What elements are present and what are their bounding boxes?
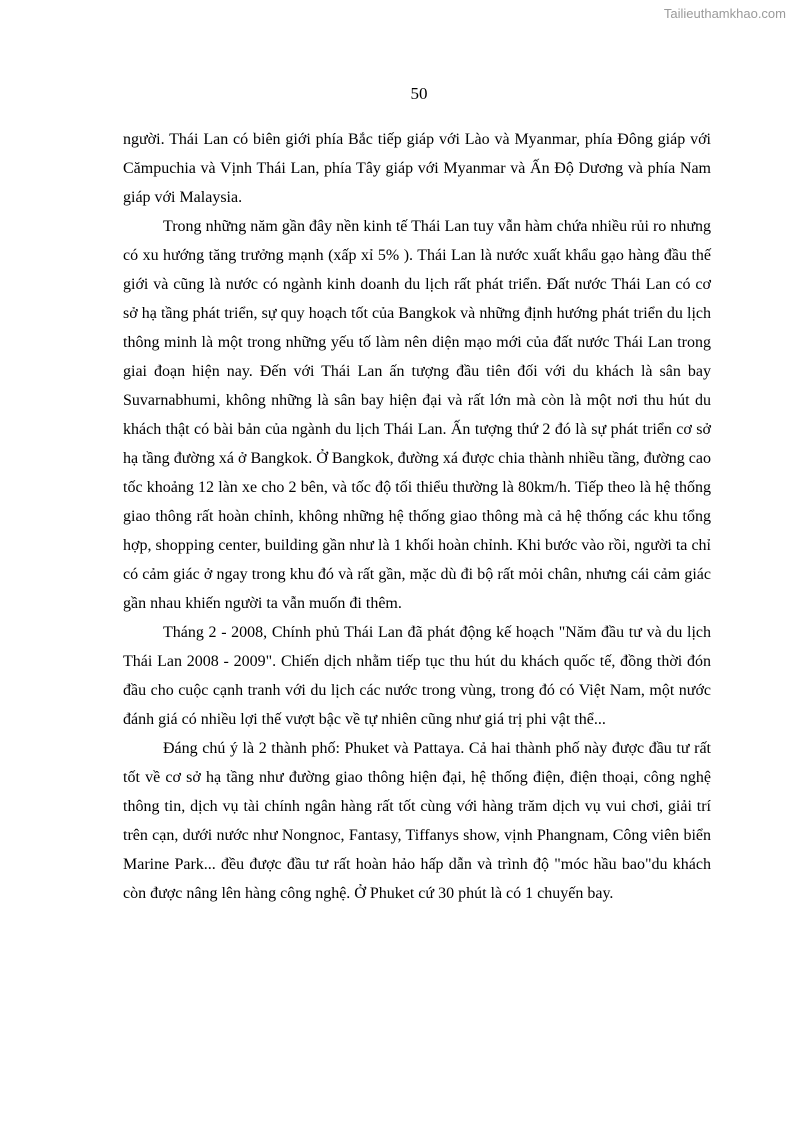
watermark: Tailieuthamkhao.com — [663, 6, 786, 21]
paragraph-1: người. Thái Lan có biên giới phía Bắc tiếp giáp với Lào và Myanmar, phía Đông giáp với Cămpuchia và Vịnh Thái Lan, phía Tây giáp với Myanmar và Ấn Độ Dương và phía Nam giáp với Malaysia. — [123, 131, 711, 206]
paragraph-4: Đáng chú ý là 2 thành phố: Phuket và Pattaya. Cả hai thành phố này được đầu tư rất tốt về cơ sở hạ tầng như đường giao thông hiện đại, hệ thống điện, điện thoại, công nghệ thông tin, dịch vụ tài chính ngân hàng rất tốt cùng với hàng trăm dịch vụ vui chơi, giải trí trên cạn, dưới nước như Nongnoc, Fantasy, Tiffanys show, vịnh Phangnam, Công viên biển Marine Park... đều được đầu tư rất hoàn hảo hấp dẫn và trình độ "móc hầu bao"du khách còn được nâng lên hàng công nghệ. Ở Phuket cứ 30 phút là có 1 chuyến bay. — [123, 740, 711, 902]
paragraph-2: Trong những năm gần đây nền kinh tế Thái Lan tuy vẫn hàm chứa nhiều rủi ro nhưng có xu hướng tăng trưởng mạnh (xấp xỉ 5% ). Thái Lan là nước xuất khẩu gạo hàng đầu thế giới và cũng là nước có ngành kinh doanh du lịch rất phát triển. Đất nước Thái Lan có cơ sở hạ tầng phát triển, sự quy hoạch tốt của Bangkok và những định hướng phát triển du lịch thông minh là một trong những yếu tố làm nên diện mạo mới của đất nước Thái Lan trong giai đoạn hiện nay. Đến với Thái Lan ấn tượng đầu tiên đối với du khách là sân bay Suvarnabhumi, không những là sân bay hiện đại và rất lớn mà còn là một nơi thu hút du khách thật có bài bản của ngành du lịch Thái Lan. Ấn tượng thứ 2 đó là sự phát triển cơ sở hạ tầng đường xá ở Bangkok. Ở Bangkok, đường xá được chia thành nhiều tầng, đường cao tốc khoảng 12 làn xe cho 2 bên, và tốc độ tối thiểu thường là 80km/h. Tiếp theo là hệ thống giao thông rất hoàn chỉnh, không những hệ thống giao thông mà cả hệ thống các khu tổng hợp, shopping center, building gần như là 1 khối hoàn chỉnh. Khi bước vào rồi, người ta chỉ có cảm giác ở ngay trong khu đó và rất gần, mặc dù đi bộ rất mỏi chân, nhưng cái cảm giác gần nhau khiến người ta vẫn muốn đi thêm. — [123, 218, 711, 612]
paragraph-3: Tháng 2 - 2008, Chính phủ Thái Lan đã phát động kế hoạch "Năm đầu tư và du lịch Thái Lan 2008 - 2009". Chiến dịch nhằm tiếp tục thu hút du khách quốc tế, đồng thời đón đầu cho cuộc cạnh tranh với du lịch các nước trong vùng, trong đó có Việt Nam, một nước đánh giá có nhiều lợi thế vượt bậc về tự nhiên cũng như giá trị phi vật thể... — [123, 624, 711, 728]
document-body — [123, 125, 711, 908]
page-number: 50 — [410, 84, 428, 103]
